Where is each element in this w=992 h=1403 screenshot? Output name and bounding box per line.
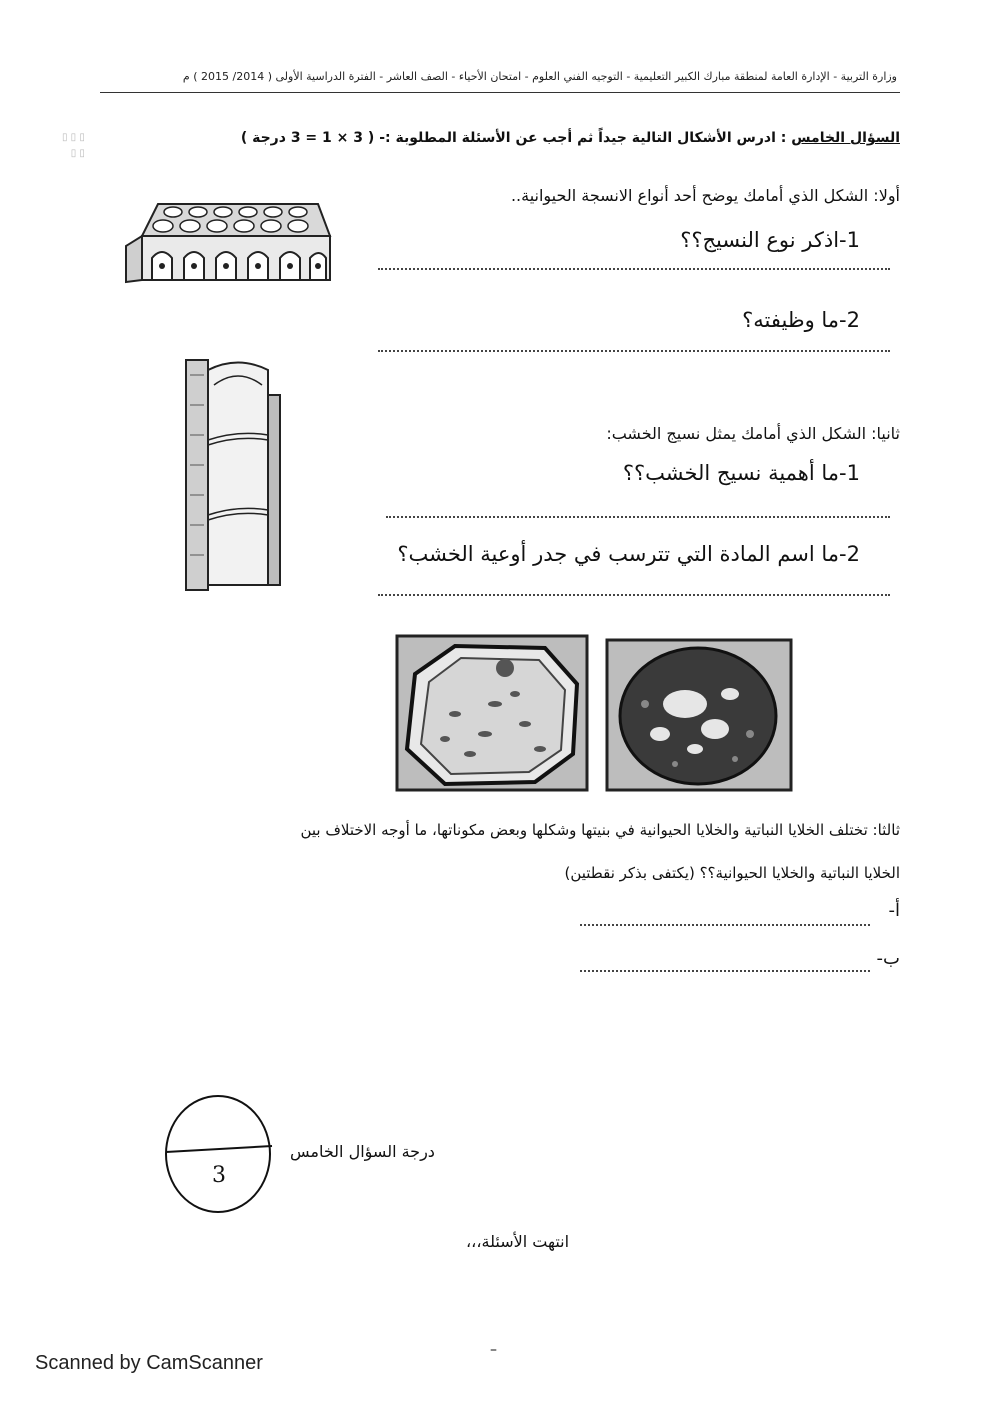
part3-answer-a-label: أ- [888,900,900,921]
question-label: السؤال الخامس [791,130,900,146]
xylem-vessel-figure [178,355,288,595]
score-label: درجة السؤال الخامس [290,1142,435,1161]
part1-question-1: 1-اذكر نوع النسيج؟؟ [680,228,860,252]
part3-answer-line-b[interactable] [580,970,870,972]
part3-answer-b-label: ب- [876,948,900,969]
score-value: 3 [212,1163,226,1188]
part2-title: ثانيا: الشكل الذي أمامك يمثل نسيج الخشب: [606,424,900,443]
part3-paragraph-line-2: الخلايا النباتية والخلايا الحيوانية؟؟ (يكتفى بذكر نقطتين) [564,864,900,882]
cell-micrographs [395,634,795,794]
question-title [200,130,900,146]
corner-stamp: ▯ ▯ ▯ ▯ ▯ [62,132,85,159]
part2-answer-line-1[interactable] [386,516,890,518]
part1-title: أولا: الشكل الذي أمامك يوضح أحد أنواع الانسجة الحيوانية.. [510,186,900,205]
part3-answer-line-a[interactable] [580,924,870,926]
question-grade: ( 3 × 1 = 3 درجة ) [240,130,375,146]
page-mark: – [490,1342,497,1358]
part1-answer-line-2[interactable] [378,350,890,352]
part2-answer-line-2[interactable] [378,594,890,596]
part1-answer-line-1[interactable] [378,268,890,270]
part3-paragraph-line-1: ثالثا: تختلف الخلايا النباتية والخلايا الحيوانية في بنيتها وشكلها وبعض مكوناتها، ما أوجه الاختلاف بين [300,821,900,839]
part1-question-2: 2-ما وظيفته؟ [742,308,860,332]
exam-header: وزارة التربية - الإدارة العامة لمنطقة مبارك الكبير التعليمية - التوجيه الفني العلوم - امتحان الأحياء - الصف العاشر - الفترة الدراسية الأولى ( 2014/ 2015 ) م [182,70,897,83]
header-divider [100,92,900,93]
end-text: انتهت الأسئلة،،، [466,1232,570,1251]
plant-cell-micrograph [397,636,587,790]
part2-question-2: 2-ما اسم المادة التي تترسب في جدر أوعية الخشب؟ [397,542,860,566]
epithelial-tissue-figure [118,196,333,291]
part2-question-1: 1-ما أهمية نسيج الخشب؟؟ [622,461,860,485]
score-circle [160,1090,290,1220]
question-instruction: : ادرس الأشكال التالية جيداً ثم أجب عن الأسئلة المطلوبة :- [379,130,787,146]
scanner-watermark: Scanned by CamScanner [35,1352,263,1374]
animal-cell-micrograph [607,640,791,790]
